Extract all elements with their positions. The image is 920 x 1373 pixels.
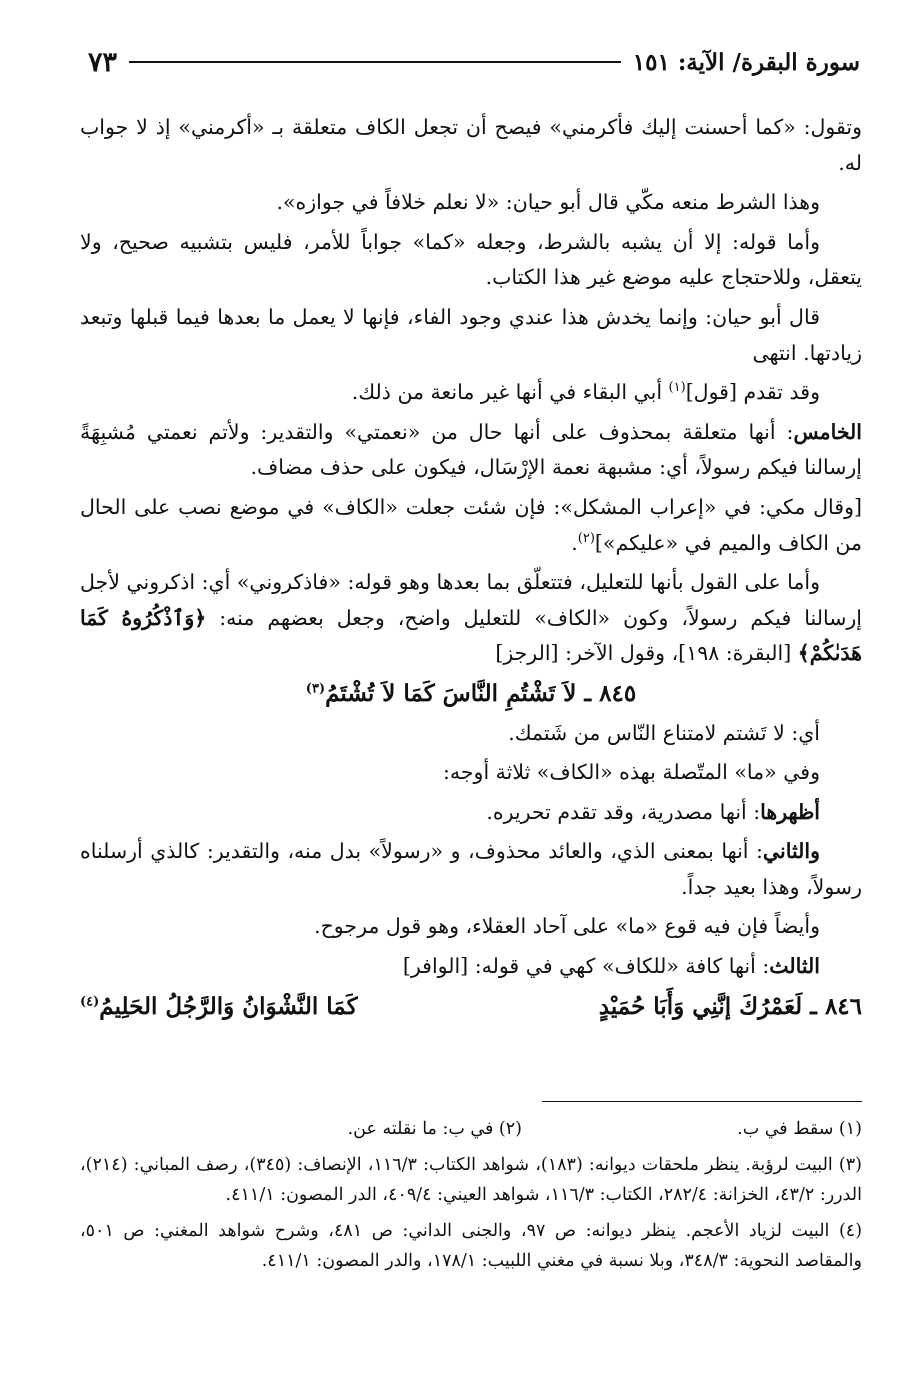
paragraph: وفي «ما» المتّصلة بهذه «الكاف» ثلاثة أوجه: — [442, 760, 820, 785]
page-number: ٧٣ — [88, 46, 118, 78]
text-run: وأما على القول بأنها للتعليل، فتتعلّق بما بعدها وهو قوله: «فاذكروني» أي: اذكروني لأجل إرسالنا فيكم رسولاً، وكون «الكاف» للتعليل واضح، وجعل بعضهم منه: — [80, 570, 862, 630]
footnote-separator — [542, 1101, 862, 1102]
paragraph: قال أبو حيان: وإنما يخدش هذا عندي وجود الفاء، فإنها لا يعمل ما بعدها فيما قبلها وتبعد زيادتها. انتهى — [80, 304, 862, 365]
paragraph — [80, 795, 862, 831]
paragraph: وهذا الشرط منعه مكّي قال أبو حيان: «لا نعلم خلافاً في جوازه». — [276, 190, 820, 215]
paragraph — [80, 565, 862, 672]
paragraph — [80, 834, 862, 905]
footnote-1: (١) سقط في ب. — [737, 1119, 862, 1139]
text-run: : أنها متعلقة بمحذوف على أنها حال من «نعمتي» والتقدير: ولأتم نعمتي مُشبِهَةً إرسالنا فيكم رسولاً، أي: مشبهة نعمة الإرْسَال، فيكون على حذف مضاف. — [80, 419, 862, 480]
paragraph — [80, 375, 862, 411]
running-title: سورة البقرة/ الآية: ١٥١ — [632, 48, 860, 76]
footnote-ref: (١) — [668, 380, 686, 396]
section-label: والثاني — [762, 839, 820, 864]
text-run: : أنها مصدرية، وقد تقدم تحريره. — [486, 799, 761, 824]
text-run: : أنها بمعنى الذي، والعائد محذوف، و «رسولاً» بدل منه، والتقدير: كالذي أرسلناه رسولاً، وهذا بعيد جداً. — [80, 839, 862, 899]
poetry-verse-845 — [80, 676, 862, 712]
footnote-row — [80, 1114, 862, 1144]
main-text — [80, 110, 862, 1028]
footnotes — [80, 1114, 862, 1282]
paragraph: وأيضاً فإن فيه قوع «ما» على آحاد العقلاء، وهو قول مرجوح. — [314, 914, 820, 939]
section-label: أظهرها — [760, 799, 820, 824]
footnote-3: (٣) البيت لرؤبة. ينظر ملحقات ديوانه: (١٨٣)، شواهد الكتاب: ١١٦/٣، الإنصاف: (٣٤٥)، رصف المباني: (٢١٤)، الدرر: ٤٣/٢، الخزانة: ٢٨٢/٤، الكتاب: ١١٦/٣، شواهد العيني: ٤٠٩/٤، الدر المصون: ٤١١/١. — [80, 1155, 862, 1205]
paragraph — [80, 415, 862, 486]
text-run: : أنها كافة «للكاف» كهي في قوله: [الوافر] — [402, 954, 770, 979]
verse-text: كَمَا النَّشْوَانُ وَالرَّجُلُ الحَلِيمُ — [99, 992, 358, 1020]
paragraph: أي: لا تَشتم لامتناع النّاس من شَتمك. — [508, 720, 820, 745]
section-label: الخامس — [793, 419, 862, 444]
text-run: أبي البقاء في أنها غير مانعة من ذلك. — [351, 380, 669, 405]
footnote-2: (٢) في ب: ما نقلته عن. — [347, 1119, 522, 1139]
paragraph: وتقول: «كما أحسنت إليك فأكرمني» فيصح أن تجعل الكاف متعلقة بـ «أكرمني» إذ لا جواب له. — [80, 115, 862, 175]
footnote-ref: (٣) — [305, 681, 326, 697]
footnote-4: (٤) البيت لزياد الأعجم. ينظر ديوانه: ص ٩٧، والجنى الداني: ص ٤٨١، وشرح شواهد المغني: ص ٥٠١، والمقاصد النحوية: ٣٤٨/٣، وبلا نسبة في مغني اللبيب: ١٧٨/١، والدر المصون: ٤١١/١. — [80, 1221, 863, 1271]
poetry-verse-846 — [80, 989, 862, 1025]
verse-text: ٨٤٥ ـ لاَ تَشْتُمِ النَّاسَ كَمَا لاَ تُشْتَمُ — [325, 679, 637, 707]
page-header — [88, 40, 860, 84]
text-run: وقد تقدم [قول] — [685, 380, 820, 405]
footnote-ref: (٢) — [577, 530, 595, 546]
header-rule — [129, 61, 621, 63]
verse-first-hemistich: ٨٤٦ ـ لَعَمْرُكَ إنَّنِي وَأَبَا حُمَيْدٍ — [598, 992, 862, 1020]
footnote-ref: (٤) — [80, 994, 100, 1009]
text-run: . — [571, 530, 578, 555]
paragraph — [80, 949, 862, 985]
section-label: الثالث — [769, 954, 820, 979]
paragraph: وأما قوله: إلا أن يشبه بالشرط، وجعله «كما» جواباً للأمر، فليس بتشبيه صحيح، ولا يتعقل، وللاحتجاج عليه موضع غير هذا الكتاب. — [80, 229, 862, 290]
text-run: [وقال مكي: في «إعراب المشكل»: فإن شئت جعلت «الكاف» في موضع نصب على الحال من الكاف والميم في «عليكم»] — [80, 494, 862, 555]
text-run: [البقرة: ١٩٨]، وقول الآخر: [الرجز] — [495, 641, 798, 666]
quran-quote: ﴿وَٱذْكُرُوهُ كَمَا هَدَىٰكُمْ﴾ — [80, 605, 862, 666]
verse-second-hemistich — [80, 989, 358, 1025]
paragraph — [80, 490, 862, 561]
